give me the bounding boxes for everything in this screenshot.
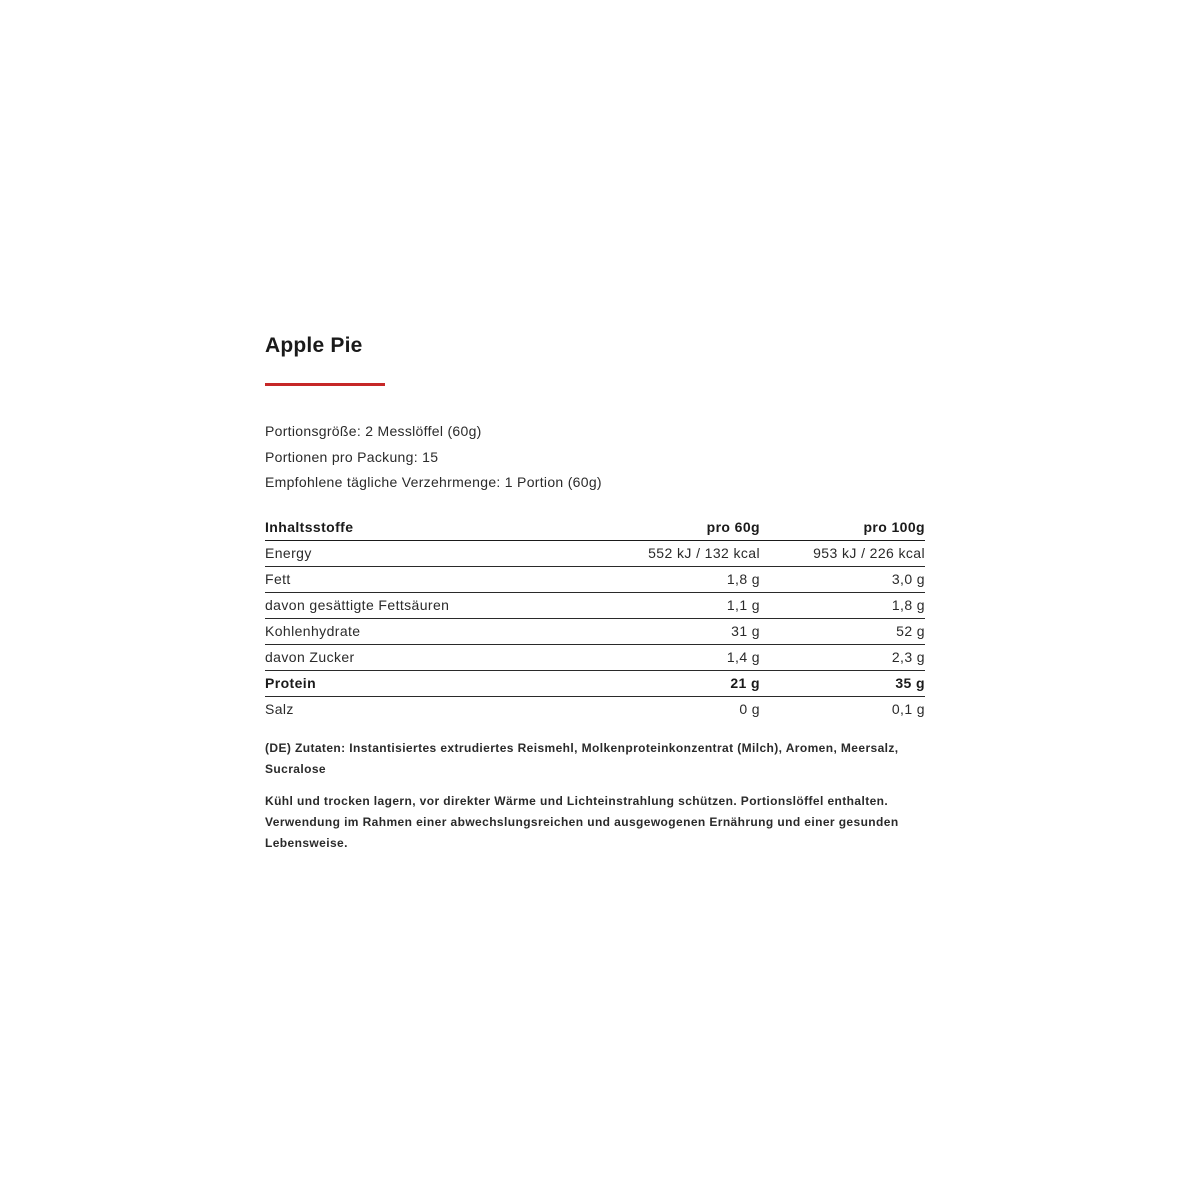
servings-per-pack: Portionen pro Packung: 15 (265, 448, 439, 465)
row-per-100g: 52 g (760, 618, 925, 644)
row-per-60g: 21 g (595, 670, 760, 696)
row-per-60g: 1,1 g (595, 592, 760, 618)
table-row (265, 540, 925, 566)
table-row (265, 644, 925, 670)
product-title: Apple Pie (265, 334, 363, 357)
row-per-60g: 1,4 g (595, 644, 760, 670)
header-per-100g: pro 100g (760, 514, 925, 541)
row-per-60g: 31 g (595, 618, 760, 644)
row-per-100g: 2,3 g (760, 644, 925, 670)
row-name: Fett (265, 566, 595, 592)
header-ingredients: Inhaltsstoffe (265, 514, 595, 541)
serving-size: Portionsgröße: 2 Messlöffel (60g) (265, 423, 482, 439)
storage-text: Kühl und trocken lagern, vor direkter Wärme und Lichteinstrahlung schützen. Portionslöffel enthalten. Verwendung im Rahmen einer abwechslungsreichen und ausgewogenen Ernährung und einer gesunden Lebensweise. (265, 793, 899, 850)
row-per-100g: 1,8 g (760, 592, 925, 618)
nutrition-table (265, 514, 925, 722)
row-per-100g: 35 g (760, 670, 925, 696)
row-name: davon gesättigte Fettsäuren (265, 592, 595, 618)
row-per-100g: 953 kJ / 226 kcal (760, 540, 925, 566)
row-name: Energy (265, 540, 595, 566)
row-name: Salz (265, 701, 294, 717)
row-name: Protein (265, 670, 595, 696)
row-name: davon Zucker (265, 644, 595, 670)
table-row (265, 566, 925, 592)
title-underline (265, 383, 385, 386)
table-header-row (265, 514, 925, 541)
nutrition-panel (265, 332, 925, 865)
ingredients-text: (DE) Zutaten: Instantisiertes extrudiertes Reismehl, Molkenproteinkonzentrat (Milch), Aromen, Meersalz, Sucralose (265, 740, 899, 776)
row-per-100g: 3,0 g (760, 566, 925, 592)
serving-info (265, 419, 925, 496)
row-per-100g: 0,1 g (891, 701, 925, 717)
table-row (265, 670, 925, 696)
row-name: Kohlenhydrate (265, 618, 595, 644)
row-per-60g: 552 kJ / 132 kcal (595, 540, 760, 566)
table-row (265, 696, 925, 722)
table-row (265, 618, 925, 644)
row-per-60g: 1,8 g (595, 566, 760, 592)
header-per-60g: pro 60g (595, 514, 760, 541)
recommended-daily-intake: Empfohlene tägliche Verzehrmenge: 1 Portion (60g) (265, 474, 602, 490)
product-notes (265, 738, 925, 854)
table-row (265, 592, 925, 618)
row-per-60g: 0 g (739, 701, 760, 717)
